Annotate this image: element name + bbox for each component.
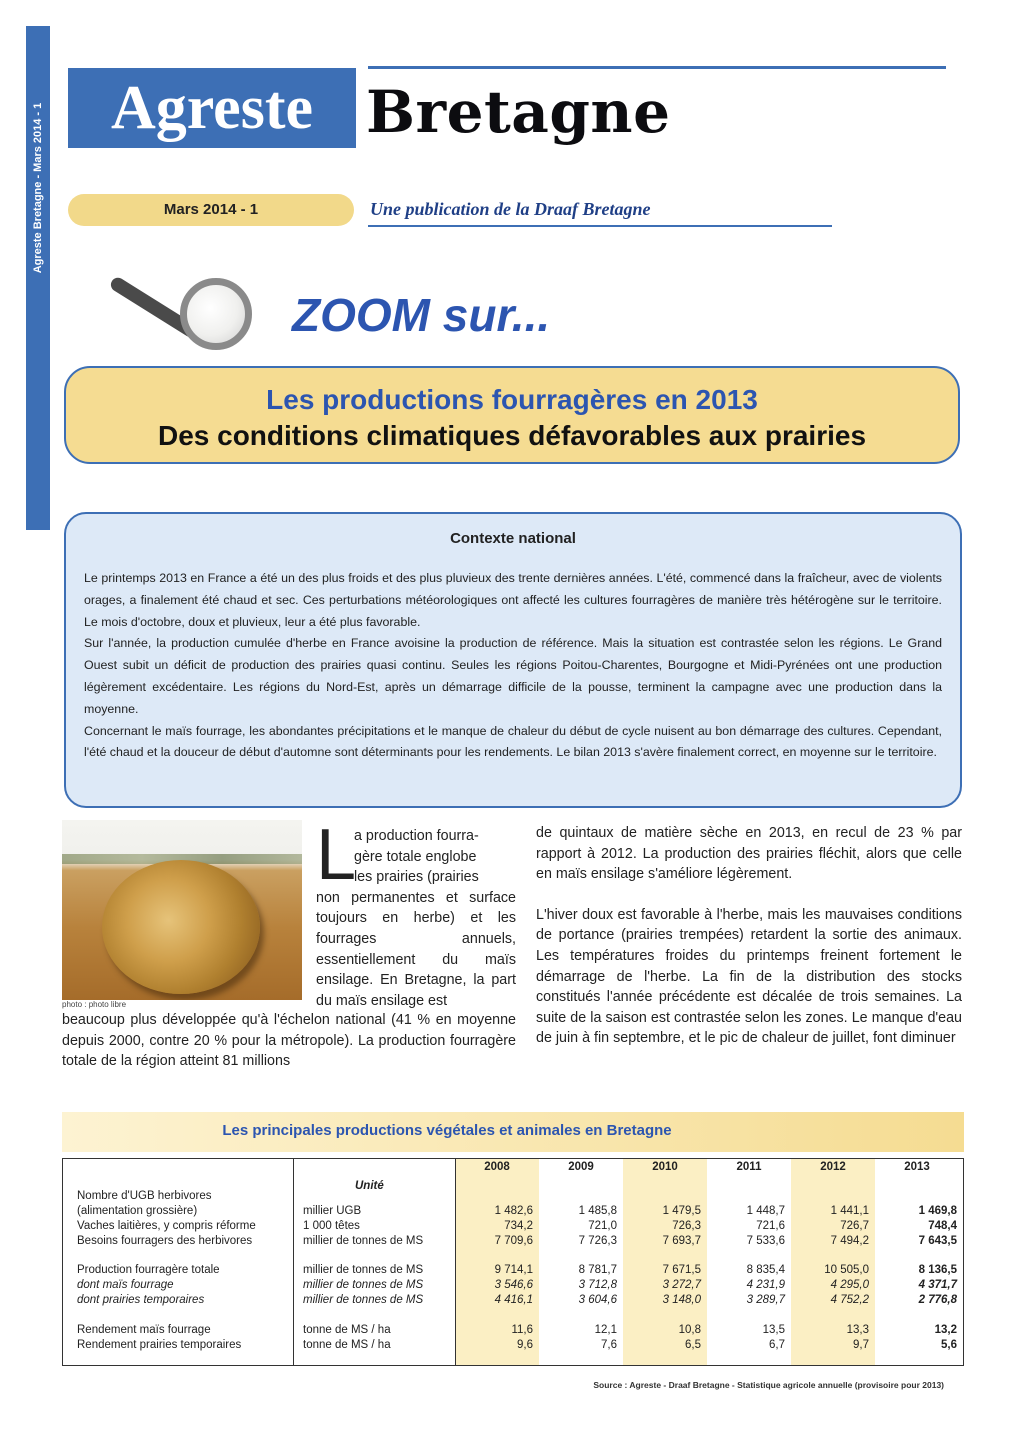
table-cell: 9,7 [853, 1339, 869, 1351]
table-cell: 4 416,1 [494, 1294, 533, 1306]
table-cell: 7,6 [601, 1339, 617, 1351]
article-line: les prairies (prairies [354, 869, 479, 886]
hay-bale-photo [62, 820, 302, 1000]
context-paragraph: Concernant le maïs fourrage, les abondantes précipitations et le manque de chaleur du début de cycle nuisent au bon démarrage des cultures. Cependant, l'été chaud et la douceur de début d'automne sont déterminants pour les rendements. Le bilan 2013 s'avère finalement correct, en moyenne sur le territoire. [84, 723, 942, 760]
table-row-label: (alimentation grossière) [77, 1205, 198, 1217]
side-band-text: Agreste Bretagne - Mars 2014 - 1 [32, 102, 44, 274]
table-cell: 6,5 [685, 1339, 701, 1351]
table-row-label: Rendement prairies temporaires [77, 1339, 242, 1351]
table-cell: 721,6 [756, 1220, 785, 1232]
table-row-label: Production fourragère totale [77, 1264, 220, 1276]
context-body [84, 568, 942, 764]
table-cell: 726,3 [672, 1220, 701, 1232]
table-cell: 1 485,8 [578, 1205, 617, 1217]
table-row-label: Rendement maïs fourrage [77, 1324, 211, 1336]
brand-logo: Agreste [68, 68, 356, 148]
table-cell: 7 709,6 [494, 1235, 533, 1247]
table-cell: 8 835,4 [746, 1264, 785, 1276]
table-cell: 7 726,3 [578, 1235, 617, 1247]
publication-rule [368, 225, 832, 227]
year-header: 2009 [568, 1161, 594, 1173]
title-box [64, 366, 960, 464]
table-cell: 726,7 [840, 1220, 869, 1232]
year-header: 2013 [904, 1161, 930, 1173]
year-header: 2011 [736, 1161, 762, 1173]
table-cell: 3 546,6 [494, 1279, 533, 1291]
table-cell: 7 671,5 [662, 1264, 701, 1276]
table-cell: 13,2 [934, 1324, 957, 1336]
table-row-unit: tonne de MS / ha [303, 1339, 391, 1351]
context-box [64, 512, 962, 808]
year-header: 2008 [484, 1161, 510, 1173]
table-row-unit: millier UGB [303, 1205, 362, 1217]
table-row-unit: millier de tonnes de MS [303, 1279, 424, 1291]
zoom-heading: ZOOM sur... [292, 289, 551, 341]
issue-date: Mars 2014 - 1 [68, 194, 354, 226]
table-cell: 12,1 [594, 1324, 617, 1336]
magnifier-icon [180, 278, 252, 350]
table-cell: 3 604,6 [578, 1294, 617, 1306]
table-cell: 8 781,7 [578, 1264, 617, 1276]
table-title: Les principales productions végétales et animales en Bretagne [222, 1122, 672, 1139]
table-cell: 8 136,5 [918, 1264, 957, 1276]
table-row-unit: tonne de MS / ha [303, 1324, 391, 1336]
data-table [62, 1158, 964, 1366]
year-header: 2012 [820, 1161, 846, 1173]
table-cell: 734,2 [504, 1220, 533, 1232]
table-cell: 11,6 [511, 1324, 533, 1336]
brand-region: Bretagne [366, 78, 671, 146]
masthead-rule [368, 66, 946, 69]
table-cell: 721,0 [588, 1220, 617, 1232]
table-row-unit: millier de tonnes de MS [303, 1264, 424, 1276]
table-row-unit: millier de tonnes de MS [303, 1235, 424, 1247]
table-row-unit: 1 000 têtes [303, 1220, 360, 1232]
table-cell: 5,6 [941, 1339, 957, 1351]
table-cell: 1 448,7 [746, 1205, 785, 1217]
table-divider [293, 1159, 294, 1365]
publication-line: Une publication de la Draaf Bretagne [370, 199, 651, 219]
context-heading: Contexte national [450, 530, 576, 547]
drop-cap: L [316, 815, 357, 895]
title-main: Les productions fourragères en 2013 [266, 384, 758, 415]
table-cell: 13,3 [846, 1324, 869, 1336]
table-cell: 4 295,0 [830, 1279, 869, 1291]
article-right-column [536, 823, 962, 1069]
table-cell: 10,8 [678, 1324, 701, 1336]
table-cell: 10 505,0 [824, 1264, 869, 1276]
table-cell: 1 482,6 [494, 1205, 533, 1217]
table-cell: 4 231,9 [746, 1279, 785, 1291]
article-line: a production fourra- [354, 828, 479, 844]
table-cell: 2 776,8 [918, 1294, 957, 1306]
table-cell: 13,5 [762, 1324, 785, 1336]
table-row-label: Vaches laitières, y compris réforme [77, 1220, 256, 1232]
unit-header: Unité [355, 1180, 384, 1192]
table-cell: 4 752,2 [830, 1294, 869, 1306]
table-cell: 4 371,7 [918, 1279, 957, 1291]
year-header: 2010 [652, 1161, 678, 1173]
article-intro-wide: beaucoup plus développée qu'à l'échelon national (41 % en moyenne depuis 2000, contre 20 % pour la métropole). La production fourragère totale de la région atteint 81 millions [62, 1012, 516, 1070]
table-row-label: Besoins fourragers des herbivores [77, 1235, 253, 1247]
table-cell: 6,7 [769, 1339, 785, 1351]
photo-credit: photo : photo libre [62, 1000, 127, 1009]
title-sub: Des conditions climatiques défavorables aux prairies [157, 420, 867, 451]
table-row-label: Nombre d'UGB herbivores [77, 1190, 212, 1202]
table-row-label: dont prairies temporaires [77, 1294, 205, 1306]
table-cell: 9,6 [517, 1339, 533, 1351]
table-row-unit: millier de tonnes de MS [303, 1294, 424, 1306]
hay-bale [102, 860, 260, 994]
context-paragraph: Sur l'année, la production cumulée d'herbe en France avoisine la production de référence. Mais la situation est contrastée selon les régions. Le Grand Ouest subit un déficit de production des prairies quasi continu. Seules les régions Poitou-Charentes, Bourgogne et Midi-Pyrénées ont une production légèrement excédentaire. Les régions du Nord-Est, après un démarrage difficile de la pousse, terminent la campagne avec une production dans la moyenne. [84, 636, 942, 716]
table-cell: 3 148,0 [662, 1294, 701, 1306]
article-line: gère totale englobe [354, 848, 477, 865]
article-paragraph: L'hiver doux est favorable à l'herbe, mais les mauvaises conditions de portance (prairies trempées) retardent la sortie des animaux. Les températures froides du printemps freinent fortement le démarrage de l'herbe. La fin de la distribution des stocks constitués l'année précédente est décalée de trois semaines. La suite de la saison est contrastée selon les zones. Le manque d'eau de juin à fin septembre, et le pic de chaleur de juillet, font diminuer [536, 906, 962, 1047]
table-cell: 1 479,5 [662, 1205, 701, 1217]
table-cell: 1 441,1 [830, 1205, 869, 1217]
table-row-label: dont maïs fourrage [77, 1279, 174, 1291]
table-cell: 7 494,2 [830, 1235, 869, 1247]
table-cell: 3 272,7 [662, 1279, 701, 1291]
context-paragraph: Le printemps 2013 en France a été un des plus froids et des plus pluvieux des trente dernières années. L'été, commencé dans la fraîcheur, avec de violents orages, a finalement été chaud et sec. Ces perturbations météorologiques ont affecté les cultures fourragères de manière très hétérogène sur le territoire. Le mois d'octobre, doux et pluvieux, leur a été plus favorable. [84, 571, 942, 629]
article-intro-narrow [316, 826, 516, 1011]
table-cell: 3 289,7 [746, 1294, 785, 1306]
table-cell: 7 693,7 [662, 1235, 701, 1247]
table-cell: 7 533,6 [746, 1235, 785, 1247]
table-divider [455, 1159, 456, 1365]
table-cell: 3 712,8 [578, 1279, 617, 1291]
article-paragraph: de quintaux de matière sèche en 2013, en recul de 23 % par rapport à 2012. La production des prairies fléchit, alors que celle en maïs ensilage s'améliore légèrement. [536, 825, 962, 883]
table-cell: 7 643,5 [918, 1235, 957, 1247]
table-cell: 748,4 [928, 1220, 957, 1232]
table-cell: 9 714,1 [494, 1264, 533, 1276]
article-text: non permanentes et surface toujours en herbe) et les fourrages annuels, essentiellement du maïs ensilage. En Bretagne, la part du maïs ensilage est [316, 889, 516, 1009]
table-cell: 1 469,8 [918, 1205, 957, 1217]
table-source: Source : Agreste - Draaf Bretagne - Statistique agricole annuelle (provisoire pour 2013) [593, 1380, 944, 1390]
